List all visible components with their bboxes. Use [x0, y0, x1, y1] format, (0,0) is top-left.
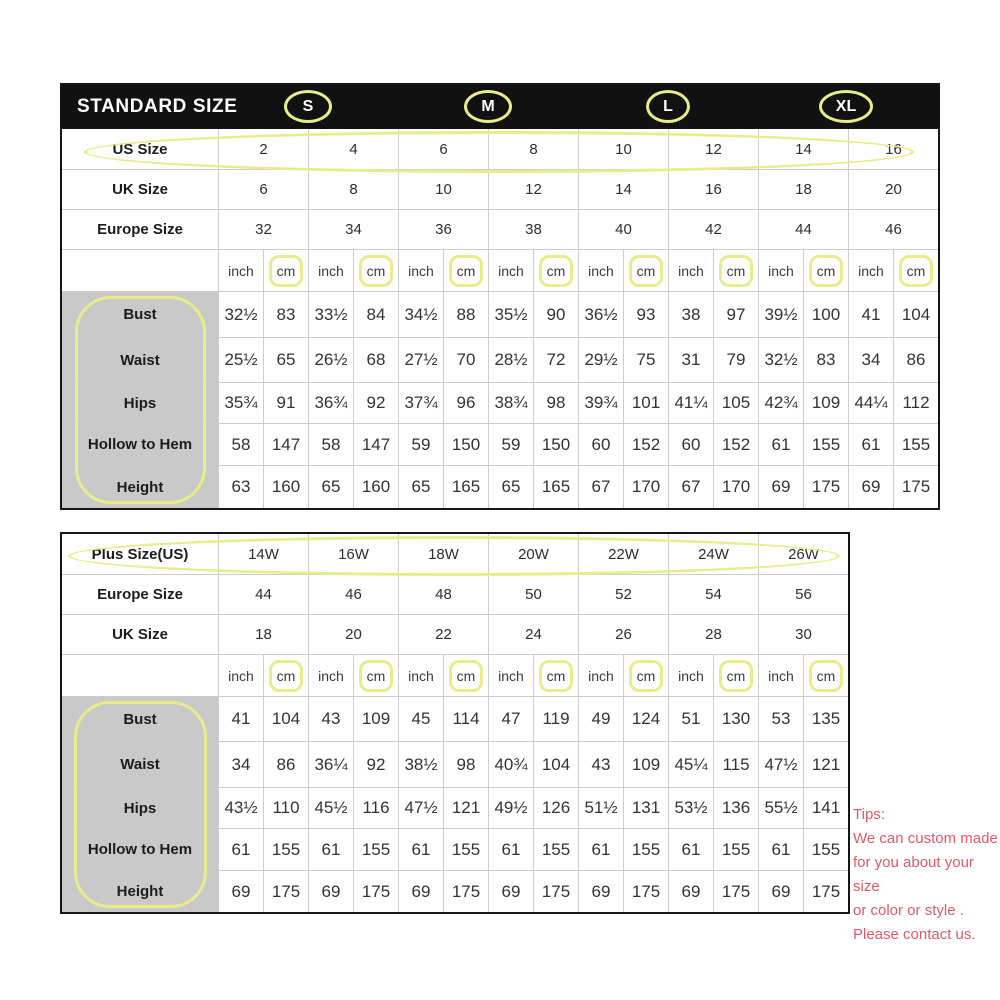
standard-size-table	[60, 83, 940, 510]
measure-value-cell: 67	[668, 465, 713, 508]
measure-value-cell: 43	[308, 696, 353, 741]
unit-value-cell: inch	[758, 249, 803, 291]
plus-size-table	[60, 532, 850, 914]
measure-value-cell: 38	[668, 291, 713, 337]
measure-value-cell: 121	[443, 787, 488, 828]
measure-value-cell: 91	[263, 382, 308, 423]
measure-value-cell: 49	[578, 696, 623, 741]
row-label: Hollow to Hem	[62, 828, 218, 870]
uk-size-row	[62, 169, 938, 209]
measure-value-cell: 27½	[398, 337, 443, 382]
size-value-cell: 14	[758, 129, 848, 169]
measure-value-cell: 150	[533, 423, 578, 465]
measure-value-cell: 115	[713, 741, 758, 787]
measure-value-cell: 34	[218, 741, 263, 787]
measure-value-cell: 61	[848, 423, 893, 465]
row-label: Waist	[62, 337, 218, 382]
measure-value-cell: 160	[353, 465, 398, 508]
size-value-cell: 10	[398, 169, 488, 209]
measure-value-cell: 36¼	[308, 741, 353, 787]
size-badge-l: L	[646, 90, 690, 123]
cm-highlight-box: cm	[629, 660, 664, 692]
row-label: Hollow to Hem	[62, 423, 218, 465]
unit-value-cell: inch	[848, 249, 893, 291]
unit-value-cell	[803, 249, 848, 291]
measure-value-cell: 31	[668, 337, 713, 382]
measure-value-cell: 47½	[758, 741, 803, 787]
measure-value-cell: 155	[533, 828, 578, 870]
measure-value-cell: 72	[533, 337, 578, 382]
measure-value-cell: 90	[533, 291, 578, 337]
measure-value-cell: 36¾	[308, 382, 353, 423]
row-label	[62, 654, 218, 696]
size-value-cell: 24	[488, 614, 578, 654]
hollow-to-hem-row	[62, 423, 938, 465]
cm-highlight-box: cm	[449, 660, 484, 692]
measure-value-cell: 155	[803, 423, 848, 465]
unit-value-cell: inch	[218, 654, 263, 696]
measure-value-cell: 41¼	[668, 382, 713, 423]
unit-value-cell	[713, 249, 758, 291]
measure-value-cell: 65	[398, 465, 443, 508]
size-value-cell: 44	[218, 574, 308, 614]
measure-value-cell: 93	[623, 291, 668, 337]
measure-value-cell: 131	[623, 787, 668, 828]
size-badge-s: S	[284, 90, 332, 123]
measure-value-cell: 69	[668, 870, 713, 912]
measure-value-cell: 116	[353, 787, 398, 828]
size-value-cell: 52	[578, 574, 668, 614]
size-value-cell: 16W	[308, 534, 398, 574]
measure-value-cell: 29½	[578, 337, 623, 382]
unit-value-cell	[353, 654, 398, 696]
measure-value-cell: 61	[668, 828, 713, 870]
measure-value-cell: 84	[353, 291, 398, 337]
cm-highlight-box: cm	[269, 255, 304, 287]
plus-size-us-row	[62, 534, 848, 574]
measure-value-cell: 60	[668, 423, 713, 465]
unit-value-cell	[533, 249, 578, 291]
measure-value-cell: 83	[803, 337, 848, 382]
size-value-cell: 54	[668, 574, 758, 614]
size-value-cell: 16	[848, 129, 938, 169]
measure-value-cell: 26½	[308, 337, 353, 382]
measure-value-cell: 104	[533, 741, 578, 787]
size-value-cell: 56	[758, 574, 848, 614]
size-value-cell: 26W	[758, 534, 848, 574]
measure-value-cell: 165	[533, 465, 578, 508]
bust-row	[62, 291, 938, 337]
measure-value-cell: 109	[623, 741, 668, 787]
measure-value-cell: 69	[488, 870, 533, 912]
measure-value-cell: 105	[713, 382, 758, 423]
measure-value-cell: 114	[443, 696, 488, 741]
size-value-cell: 22W	[578, 534, 668, 574]
size-value-cell: 18	[758, 169, 848, 209]
measure-value-cell: 55½	[758, 787, 803, 828]
unit-value-cell: inch	[668, 249, 713, 291]
standard-table-title: STANDARD SIZE	[77, 96, 238, 117]
measure-value-cell: 141	[803, 787, 848, 828]
measure-value-cell: 170	[623, 465, 668, 508]
measure-value-cell: 175	[803, 870, 848, 912]
measure-value-cell: 45½	[308, 787, 353, 828]
unit-row	[62, 654, 848, 696]
waist-row	[62, 741, 848, 787]
size-value-cell: 46	[308, 574, 398, 614]
measure-value-cell: 33½	[308, 291, 353, 337]
row-label: Hips	[62, 382, 218, 423]
measure-value-cell: 92	[353, 741, 398, 787]
unit-value-cell	[623, 654, 668, 696]
measure-value-cell: 155	[353, 828, 398, 870]
size-value-cell: 2	[218, 129, 308, 169]
unit-row	[62, 249, 938, 291]
size-value-cell: 10	[578, 129, 668, 169]
measure-value-cell: 47	[488, 696, 533, 741]
measure-value-cell: 61	[398, 828, 443, 870]
measure-value-cell: 59	[488, 423, 533, 465]
measure-value-cell: 147	[353, 423, 398, 465]
size-value-cell: 24W	[668, 534, 758, 574]
measure-value-cell: 39½	[758, 291, 803, 337]
measure-value-cell: 109	[803, 382, 848, 423]
measure-value-cell: 175	[533, 870, 578, 912]
row-label: Bust	[62, 291, 218, 337]
measure-value-cell: 165	[443, 465, 488, 508]
size-value-cell: 44	[758, 209, 848, 249]
measure-value-cell: 175	[803, 465, 848, 508]
measure-value-cell: 175	[623, 870, 668, 912]
measure-value-cell: 69	[758, 870, 803, 912]
size-value-cell: 18	[218, 614, 308, 654]
unit-value-cell: inch	[668, 654, 713, 696]
tips-lines	[853, 827, 999, 947]
measure-value-cell: 175	[353, 870, 398, 912]
measure-value-cell: 49½	[488, 787, 533, 828]
measure-value-cell: 155	[263, 828, 308, 870]
row-label: US Size	[112, 140, 168, 158]
measure-value-cell: 86	[263, 741, 308, 787]
tips-line: We can custom made	[853, 830, 998, 847]
size-value-cell: 26	[578, 614, 668, 654]
measure-value-cell: 135	[803, 696, 848, 741]
measure-value-cell: 155	[893, 423, 938, 465]
measure-value-cell: 96	[443, 382, 488, 423]
cm-highlight-box: cm	[359, 255, 394, 287]
measure-value-cell: 83	[263, 291, 308, 337]
row-label: UK Size	[62, 169, 218, 209]
measure-value-cell: 61	[488, 828, 533, 870]
row-label: Europe Size	[62, 574, 218, 614]
measure-value-cell: 36½	[578, 291, 623, 337]
measure-value-cell: 60	[578, 423, 623, 465]
europe-size-row	[62, 574, 848, 614]
unit-value-cell	[443, 654, 488, 696]
measure-value-cell: 61	[308, 828, 353, 870]
measure-value-cell: 61	[218, 828, 263, 870]
measure-value-cell: 155	[623, 828, 668, 870]
unit-value-cell	[623, 249, 668, 291]
row-label: Bust	[62, 696, 218, 741]
measure-value-cell: 67	[578, 465, 623, 508]
cm-highlight-box: cm	[629, 255, 664, 287]
measure-value-cell: 155	[443, 828, 488, 870]
measure-value-cell: 38½	[398, 741, 443, 787]
measure-value-cell: 69	[848, 465, 893, 508]
measure-value-cell: 45	[398, 696, 443, 741]
size-value-cell: 46	[848, 209, 938, 249]
measure-value-cell: 65	[488, 465, 533, 508]
measure-value-cell: 112	[893, 382, 938, 423]
plus-table-body	[62, 534, 848, 912]
cm-highlight-box: cm	[899, 255, 934, 287]
europe-size-row	[62, 209, 938, 249]
standard-table-body	[62, 129, 938, 508]
us-size-row	[62, 129, 938, 169]
measure-value-cell: 45¼	[668, 741, 713, 787]
size-value-cell: 16	[668, 169, 758, 209]
measure-value-cell: 41	[848, 291, 893, 337]
cm-highlight-box: cm	[359, 660, 394, 692]
unit-value-cell: inch	[488, 654, 533, 696]
size-value-cell: 38	[488, 209, 578, 249]
measure-value-cell: 61	[758, 828, 803, 870]
size-value-cell: 50	[488, 574, 578, 614]
measure-value-cell: 130	[713, 696, 758, 741]
measure-value-cell: 65	[308, 465, 353, 508]
measure-value-cell: 79	[713, 337, 758, 382]
size-value-cell: 20	[308, 614, 398, 654]
tips-line: Please contact us.	[853, 926, 976, 943]
size-value-cell: 12	[488, 169, 578, 209]
measure-value-cell: 147	[263, 423, 308, 465]
measure-value-cell: 34	[848, 337, 893, 382]
measure-value-cell: 39¾	[578, 382, 623, 423]
measure-value-cell: 155	[713, 828, 758, 870]
hips-row	[62, 787, 848, 828]
unit-value-cell: inch	[218, 249, 263, 291]
row-label	[62, 249, 218, 291]
size-value-cell: 40	[578, 209, 668, 249]
measure-value-cell: 41	[218, 696, 263, 741]
cm-highlight-box: cm	[539, 255, 574, 287]
measure-value-cell: 121	[803, 741, 848, 787]
measure-value-cell: 86	[893, 337, 938, 382]
row-label: UK Size	[62, 614, 218, 654]
measure-value-cell: 61	[578, 828, 623, 870]
standard-table-header	[62, 85, 938, 129]
height-row	[62, 465, 938, 508]
measure-value-cell: 155	[803, 828, 848, 870]
measure-value-cell: 175	[893, 465, 938, 508]
measure-value-cell: 69	[758, 465, 803, 508]
measure-value-cell: 104	[893, 291, 938, 337]
measure-value-cell: 25½	[218, 337, 263, 382]
cm-highlight-box: cm	[809, 255, 844, 287]
measure-value-cell: 65	[263, 337, 308, 382]
measure-value-cell: 40¾	[488, 741, 533, 787]
size-value-cell: 4	[308, 129, 398, 169]
measure-value-cell: 58	[218, 423, 263, 465]
measure-value-cell: 53½	[668, 787, 713, 828]
measure-value-cell: 69	[578, 870, 623, 912]
measure-value-cell: 44¼	[848, 382, 893, 423]
measure-value-cell: 98	[533, 382, 578, 423]
unit-value-cell: inch	[308, 654, 353, 696]
measure-value-cell: 69	[308, 870, 353, 912]
size-badge-m: M	[464, 90, 512, 123]
size-value-cell: 48	[398, 574, 488, 614]
height-row	[62, 870, 848, 912]
unit-value-cell: inch	[578, 249, 623, 291]
unit-value-cell	[263, 249, 308, 291]
unit-value-cell: inch	[758, 654, 803, 696]
row-label: Europe Size	[62, 209, 218, 249]
waist-row	[62, 337, 938, 382]
size-value-cell: 22	[398, 614, 488, 654]
unit-value-cell: inch	[488, 249, 533, 291]
cm-highlight-box: cm	[449, 255, 484, 287]
measure-value-cell: 63	[218, 465, 263, 508]
measure-value-cell: 104	[263, 696, 308, 741]
measure-value-cell: 110	[263, 787, 308, 828]
size-value-cell: 36	[398, 209, 488, 249]
measure-value-cell: 170	[713, 465, 758, 508]
tips-title: Tips:	[853, 806, 885, 823]
hips-row	[62, 382, 938, 423]
measure-value-cell: 53	[758, 696, 803, 741]
hollow-to-hem-row	[62, 828, 848, 870]
unit-value-cell	[893, 249, 938, 291]
measure-value-cell: 47½	[398, 787, 443, 828]
measure-value-cell: 43½	[218, 787, 263, 828]
measure-value-cell: 32½	[218, 291, 263, 337]
measure-value-cell: 70	[443, 337, 488, 382]
size-value-cell: 8	[308, 169, 398, 209]
measure-value-cell: 160	[263, 465, 308, 508]
unit-value-cell: inch	[398, 654, 443, 696]
unit-value-cell	[803, 654, 848, 696]
measure-value-cell: 43	[578, 741, 623, 787]
row-label: Height	[62, 870, 218, 912]
measure-value-cell: 100	[803, 291, 848, 337]
measure-value-cell: 69	[398, 870, 443, 912]
measure-value-cell: 150	[443, 423, 488, 465]
unit-value-cell	[713, 654, 758, 696]
measure-value-cell: 35½	[488, 291, 533, 337]
size-value-cell: 6	[218, 169, 308, 209]
cm-highlight-box: cm	[269, 660, 304, 692]
measure-value-cell: 34½	[398, 291, 443, 337]
measure-value-cell: 38¾	[488, 382, 533, 423]
cm-highlight-box: cm	[719, 255, 754, 287]
measure-value-cell: 88	[443, 291, 488, 337]
unit-value-cell	[263, 654, 308, 696]
measure-value-cell: 37¾	[398, 382, 443, 423]
measure-value-cell: 69	[218, 870, 263, 912]
measure-value-cell: 136	[713, 787, 758, 828]
size-value-cell: 28	[668, 614, 758, 654]
measure-value-cell: 175	[713, 870, 758, 912]
size-value-cell: 6	[398, 129, 488, 169]
unit-value-cell: inch	[578, 654, 623, 696]
tips-line: or color or style .	[853, 902, 964, 919]
custom-made-tips-note	[853, 803, 999, 947]
measure-value-cell: 152	[623, 423, 668, 465]
unit-value-cell	[353, 249, 398, 291]
measure-value-cell: 68	[353, 337, 398, 382]
size-value-cell: 20	[848, 169, 938, 209]
measure-value-cell: 51	[668, 696, 713, 741]
measure-value-cell: 58	[308, 423, 353, 465]
measure-value-cell: 75	[623, 337, 668, 382]
size-value-cell: 30	[758, 614, 848, 654]
size-value-cell: 12	[668, 129, 758, 169]
size-value-cell: 18W	[398, 534, 488, 574]
size-value-cell: 42	[668, 209, 758, 249]
unit-value-cell	[533, 654, 578, 696]
uk-size-row	[62, 614, 848, 654]
measure-value-cell: 124	[623, 696, 668, 741]
row-label: Hips	[62, 787, 218, 828]
measure-value-cell: 101	[623, 382, 668, 423]
row-label: Waist	[62, 741, 218, 787]
measure-value-cell: 109	[353, 696, 398, 741]
measure-value-cell: 97	[713, 291, 758, 337]
size-value-cell: 32	[218, 209, 308, 249]
size-value-cell: 14	[578, 169, 668, 209]
size-value-cell: 8	[488, 129, 578, 169]
measure-value-cell: 28½	[488, 337, 533, 382]
row-label: Plus Size(US)	[91, 545, 189, 563]
size-badge-xl: XL	[819, 90, 873, 123]
size-value-cell: 14W	[218, 534, 308, 574]
tips-line: for you about your size	[853, 854, 974, 895]
size-value-cell: 20W	[488, 534, 578, 574]
measure-value-cell: 35¾	[218, 382, 263, 423]
measure-value-cell: 61	[758, 423, 803, 465]
cm-highlight-box: cm	[539, 660, 574, 692]
unit-value-cell	[443, 249, 488, 291]
bust-row	[62, 696, 848, 741]
measure-value-cell: 92	[353, 382, 398, 423]
row-label: Height	[62, 465, 218, 508]
size-value-cell: 34	[308, 209, 398, 249]
unit-value-cell: inch	[398, 249, 443, 291]
unit-value-cell: inch	[308, 249, 353, 291]
measure-value-cell: 59	[398, 423, 443, 465]
measure-value-cell: 119	[533, 696, 578, 741]
measure-value-cell: 126	[533, 787, 578, 828]
measure-value-cell: 175	[263, 870, 308, 912]
cm-highlight-box: cm	[719, 660, 754, 692]
measure-value-cell: 175	[443, 870, 488, 912]
measure-value-cell: 51½	[578, 787, 623, 828]
measure-value-cell: 152	[713, 423, 758, 465]
measure-value-cell: 98	[443, 741, 488, 787]
measure-value-cell: 42¾	[758, 382, 803, 423]
measure-value-cell: 32½	[758, 337, 803, 382]
cm-highlight-box: cm	[809, 660, 844, 692]
